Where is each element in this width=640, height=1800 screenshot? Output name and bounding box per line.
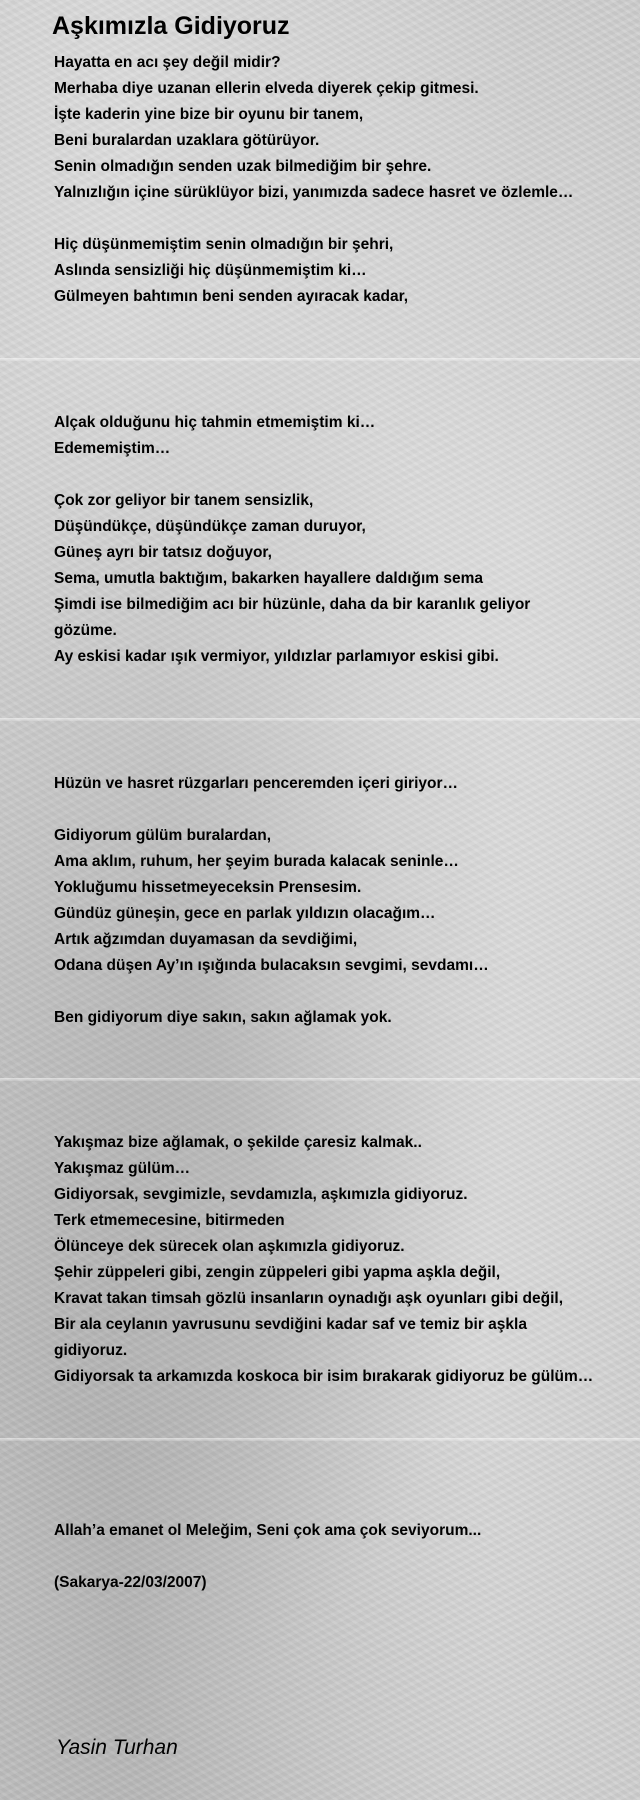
stanza-gap bbox=[54, 206, 640, 232]
stanza-gap bbox=[54, 462, 640, 488]
poem-line: Hiç düşünmemiştim senin olmadığın bir şehri, bbox=[54, 236, 394, 253]
poem-line: Senin olmadığın senden uzak bilmediğim bir şehre. bbox=[54, 158, 432, 175]
poem-stanza bbox=[54, 771, 640, 1031]
poem-line: Şimdi ise bilmediğim acı bir hüzünle, daha da bir karanlık geliyor bbox=[54, 596, 531, 613]
poem-line: Ay eskisi kadar ışık vermiyor, yıldızlar parlamıyor eskisi gibi. bbox=[54, 648, 499, 665]
stanza-gap bbox=[54, 1544, 640, 1570]
poem-author: Yasin Turhan bbox=[56, 1736, 178, 1759]
poem-line: Bir ala ceylanın yavrusunu sevdiğini kadar saf ve temiz bir aşkla bbox=[54, 1316, 527, 1333]
poem-line: Hayatta en acı şey değil midir? bbox=[54, 54, 281, 71]
section-divider bbox=[0, 358, 640, 361]
poem-line: Gidiyorsak, sevgimizle, sevdamızla, aşkımızla gidiyoruz. bbox=[54, 1186, 468, 1203]
poem-line: Allah’a emanet ol Meleğim, Seni çok ama çok seviyorum... bbox=[54, 1522, 482, 1539]
poem-line: Sema, umutla baktığım, bakarken hayallere daldığım sema bbox=[54, 570, 484, 587]
poem-line: Odana düşen Ay’ın ışığında bulacaksın sevgimi, sevdamı… bbox=[54, 957, 489, 974]
poem-line: Düşündükçe, düşündükçe zaman duruyor, bbox=[54, 518, 366, 535]
poem-line: Merhaba diye uzanan ellerin elveda diyerek çekip gitmesi. bbox=[54, 80, 479, 97]
poem-line: Hüzün ve hasret rüzgarları penceremden içeri giriyor… bbox=[54, 775, 458, 792]
poem-line: Artık ağzımdan duyamasan da sevdiğimi, bbox=[54, 931, 358, 948]
poem-stanza bbox=[54, 410, 640, 670]
poem-line: gidiyoruz. bbox=[54, 1342, 128, 1359]
poem-line: Alçak olduğunu hiç tahmin etmemiştim ki… bbox=[54, 414, 376, 431]
poem-line: Ama aklım, ruhum, her şeyim burada kalacak seninle… bbox=[54, 853, 459, 870]
poem-line: İşte kaderin yine bize bir oyunu bir tanem, bbox=[54, 106, 364, 123]
poem-line: Kravat takan timsah gözlü insanların oynadığı aşk oyunları gibi değil, bbox=[54, 1290, 564, 1307]
section-divider bbox=[0, 1078, 640, 1081]
poem-line: Ben gidiyorum diye sakın, sakın ağlamak yok. bbox=[54, 1009, 392, 1026]
poem-line: gözüme. bbox=[54, 622, 117, 639]
section-divider bbox=[0, 1438, 640, 1441]
poem-line: Terk etmemecesine, bitirmeden bbox=[54, 1212, 285, 1229]
poem-line: (Sakarya-22/03/2007) bbox=[54, 1574, 207, 1591]
poem-stanza bbox=[54, 1130, 640, 1390]
poem-stanza bbox=[54, 1518, 640, 1596]
poem-line: Yalnızlığın içine sürüklüyor bizi, yanımızda sadece hasret ve özlemle… bbox=[54, 184, 574, 201]
poem-line: Güneş ayrı bir tatsız doğuyor, bbox=[54, 544, 272, 561]
poem-line: Edememiştim… bbox=[54, 440, 171, 457]
poem-stanza bbox=[54, 50, 640, 310]
poem-line: Gidiyorum gülüm buralardan, bbox=[54, 827, 272, 844]
poem-line: Gülmeyen bahtımın beni senden ayıracak kadar, bbox=[54, 288, 409, 305]
poem-line: Aslında sensizliği hiç düşünmemiştim ki… bbox=[54, 262, 367, 279]
poem-line: Ölünceye dek sürecek olan aşkımızla gidiyoruz. bbox=[54, 1238, 405, 1255]
stanza-gap bbox=[54, 797, 640, 823]
stanza-gap bbox=[54, 979, 640, 1005]
poem-line: Yakışmaz gülüm… bbox=[54, 1160, 191, 1177]
poem-title: Aşkımızla Gidiyoruz bbox=[52, 12, 290, 40]
poem-line: Yakışmaz bize ağlamak, o şekilde çaresiz kalmak.. bbox=[54, 1134, 422, 1151]
section-divider bbox=[0, 718, 640, 721]
poem-line: Gündüz güneşin, gece en parlak yıldızın olacağım… bbox=[54, 905, 436, 922]
poem-line: Beni buralardan uzaklara götürüyor. bbox=[54, 132, 320, 149]
poem-line: Çok zor geliyor bir tanem sensizlik, bbox=[54, 492, 314, 509]
poem-line: Şehir züppeleri gibi, zengin züppeleri gibi yapma aşkla değil, bbox=[54, 1264, 501, 1281]
poem-line: Gidiyorsak ta arkamızda koskoca bir isim bırakarak gidiyoruz be gülüm… bbox=[54, 1368, 594, 1385]
poem-line: Yokluğumu hissetmeyeceksin Prensesim. bbox=[54, 879, 362, 896]
